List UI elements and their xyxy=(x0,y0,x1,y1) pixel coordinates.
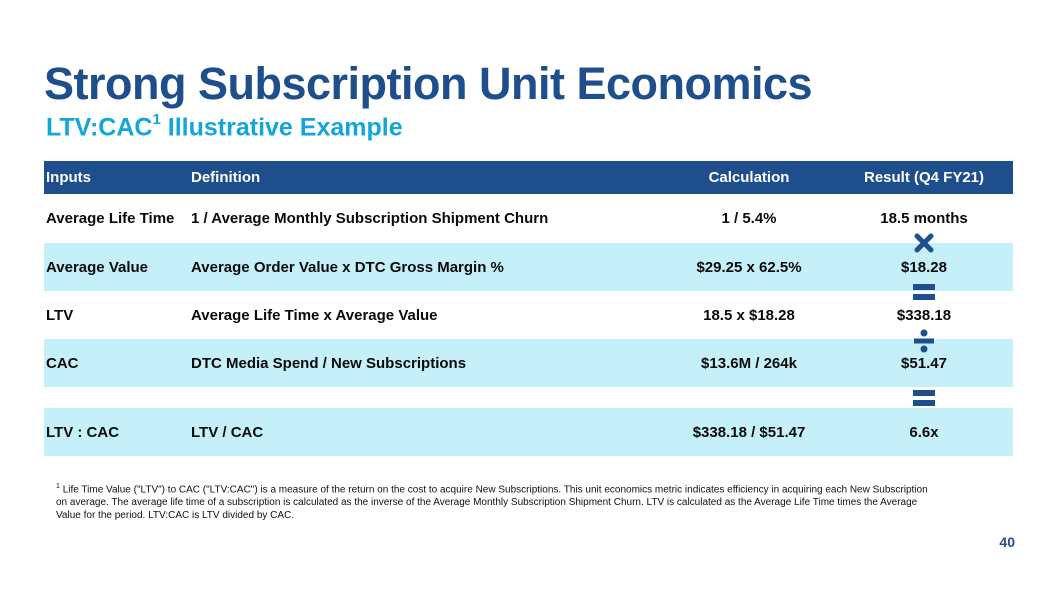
equals-icon xyxy=(912,388,936,408)
subtitle-main: LTV:CAC xyxy=(46,113,153,142)
header-inputs: Inputs xyxy=(46,169,91,186)
equals-icon xyxy=(912,282,936,302)
subtitle-rest: Illustrative Example xyxy=(160,113,403,142)
row-result: 6.6x xyxy=(909,423,939,441)
row-calculation: 18.5 x $18.28 xyxy=(703,306,795,324)
row-input: Average Value xyxy=(46,258,149,276)
footnote xyxy=(56,480,936,522)
page-subtitle xyxy=(46,113,403,142)
row-calculation: $338.18 / $51.47 xyxy=(692,423,806,441)
row-result: $51.47 xyxy=(901,354,947,372)
row-definition: Average Order Value x DTC Gross Margin % xyxy=(191,258,504,276)
table-row xyxy=(44,408,1013,456)
row-input: LTV xyxy=(46,306,74,324)
row-definition: DTC Media Spend / New Subscriptions xyxy=(191,354,467,372)
footnote-text: Life Time Value ("LTV") to CAC ("LTV:CAC") is a measure of the return on the cost to acquire New Subscriptions. This unit economics metric indicates efficiency in acquiring each New Subscription on average. The average life time of a subscription is calculated as the inverse of the Average Monthly Subscription Shipment Churn. LTV is calculated as the Average Life Time times the Average Value for the period. LTV:CAC is LTV divided by CAC. xyxy=(56,484,928,522)
row-definition: 1 / Average Monthly Subscription Shipment Churn xyxy=(191,210,549,227)
multiply-icon xyxy=(912,232,936,254)
row-definition: LTV / CAC xyxy=(191,423,264,441)
page-title: Strong Subscription Unit Economics xyxy=(44,58,813,109)
row-input: LTV : CAC xyxy=(46,423,120,441)
header-calculation: Calculation xyxy=(708,169,790,186)
row-input: Average Life Time xyxy=(46,210,175,227)
row-input: CAC xyxy=(46,354,79,372)
row-definition: Average Life Time x Average Value xyxy=(191,306,438,324)
table-row xyxy=(44,194,1013,243)
divide-icon xyxy=(912,329,936,353)
subtitle-footnote-marker: 1 xyxy=(152,111,161,128)
page-number: 40 xyxy=(999,534,1015,550)
row-result: $18.28 xyxy=(901,258,947,276)
header-result: Result (Q4 FY21) xyxy=(863,169,985,186)
table-row xyxy=(44,339,1013,387)
table-header-row xyxy=(44,161,1013,194)
row-calculation: 1 / 5.4% xyxy=(721,210,777,227)
table-row xyxy=(44,291,1013,339)
row-calculation: $13.6M / 264k xyxy=(701,354,797,372)
row-result: 18.5 months xyxy=(880,210,968,227)
table-row xyxy=(44,243,1013,291)
header-definition: Definition xyxy=(191,169,261,186)
row-calculation: $29.25 x 62.5% xyxy=(696,258,802,276)
row-result: $338.18 xyxy=(896,306,952,324)
footnote-marker: 1 xyxy=(56,483,60,490)
